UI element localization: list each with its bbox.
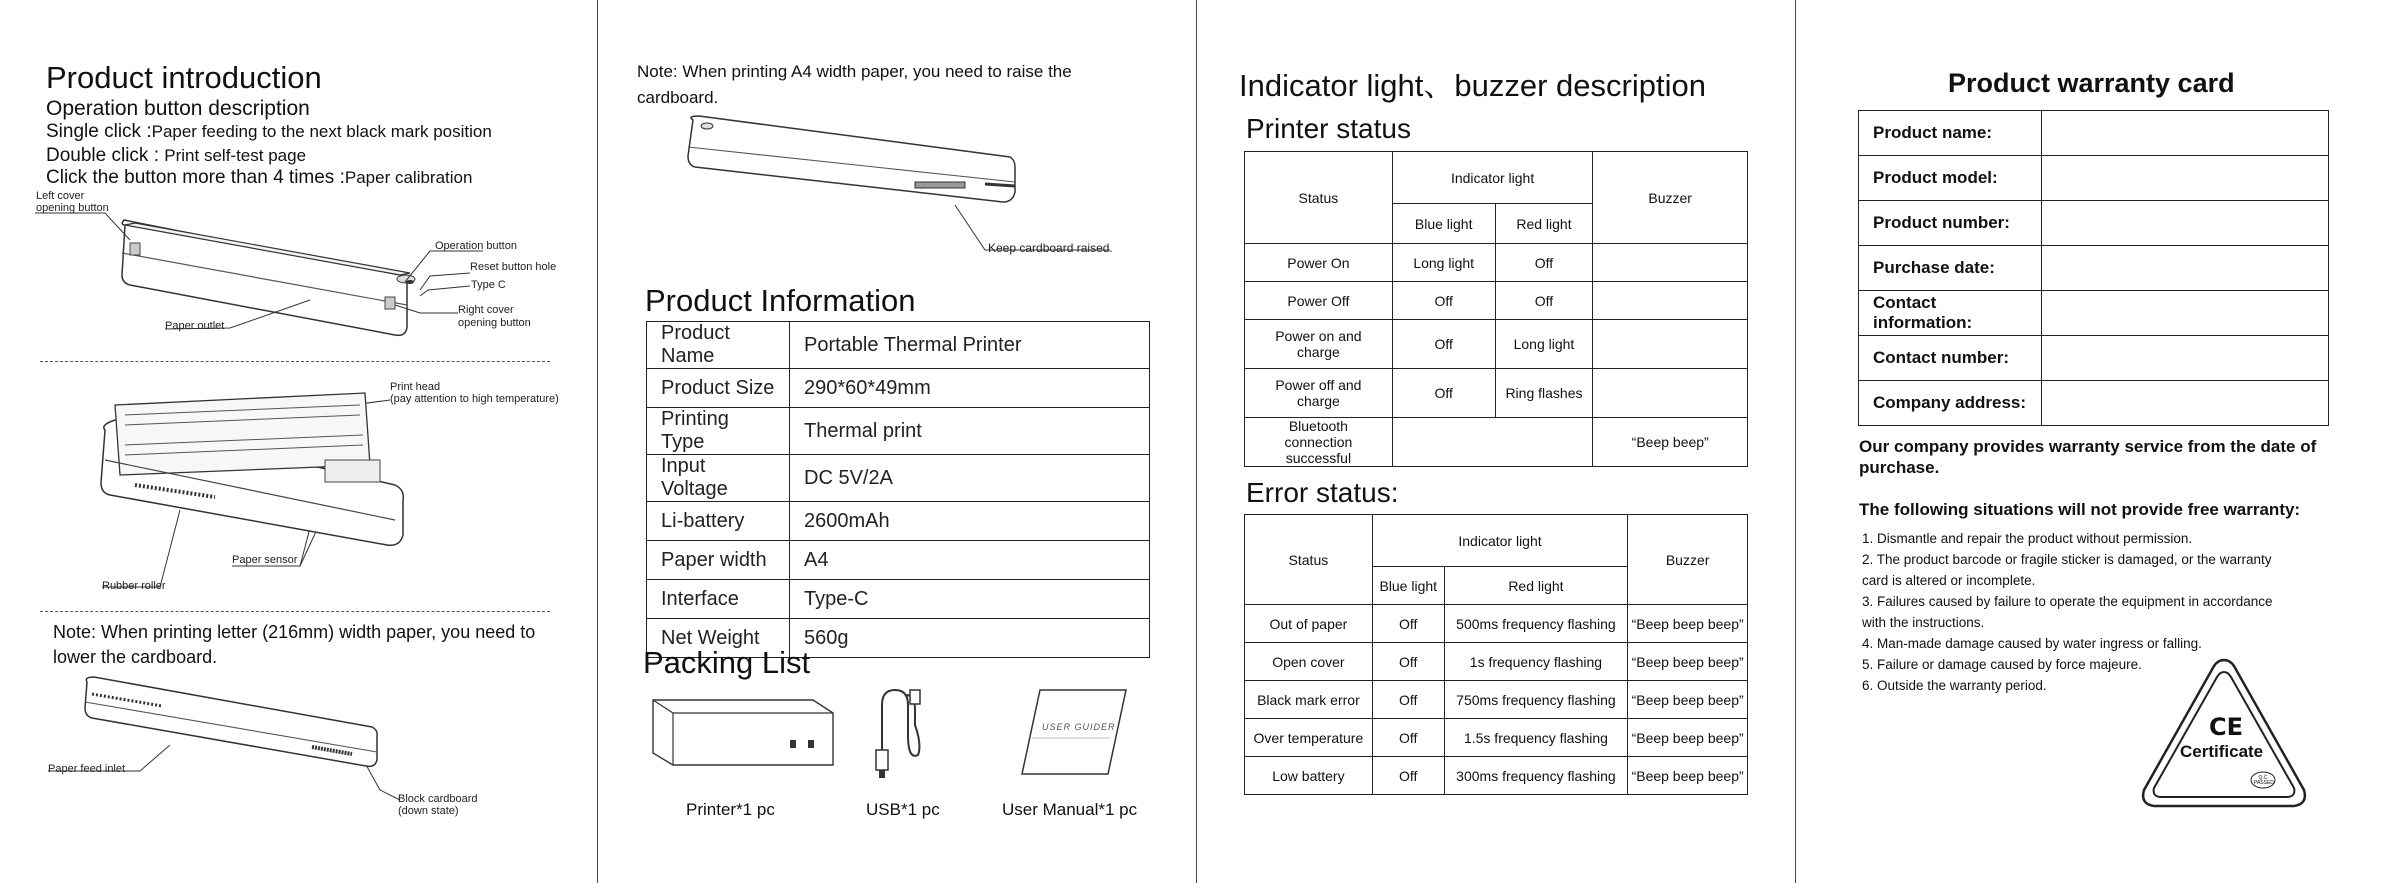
error-status-cell-blue: Off: [1372, 681, 1444, 719]
error-status-row: [1245, 719, 1748, 757]
product-info-row: [647, 455, 1150, 502]
error-status-cell-red: 500ms frequency flashing: [1444, 605, 1628, 643]
printer-status-cell-blue: Off: [1392, 320, 1495, 369]
warranty-field-row: [1859, 246, 2329, 291]
note-a4-line-2: cardboard.: [637, 88, 719, 107]
callout-rubber-roller: Rubber roller: [102, 580, 166, 592]
error-status-header-indicator: Indicator light: [1372, 515, 1627, 567]
note-letter-line-2: lower the cardboard.: [53, 647, 218, 667]
operation-button-subtitle: Operation button description: [46, 97, 310, 120]
printer-status-cell-buzzer: [1593, 282, 1748, 320]
printer-status-cell-buzzer: “Beep beep”: [1593, 418, 1748, 467]
warranty-statement: Our company provides warranty service from the date of purchase.: [1859, 437, 2317, 477]
printer-status-cell-blue: Long light: [1392, 244, 1495, 282]
warranty-field-label: Contact information:: [1859, 291, 2042, 336]
warranty-condition-line: card is altered or incomplete.: [1862, 573, 2036, 588]
note-a4-line-1: Note: When printing A4 width paper, you need to raise the: [637, 62, 1072, 81]
warranty-field-label: Company address:: [1859, 381, 2042, 426]
product-info-label: Interface: [647, 580, 790, 619]
callout-right-cover-1: Right cover: [458, 304, 514, 316]
error-status-row: [1245, 605, 1748, 643]
error-status-title: Error status:: [1246, 477, 1399, 508]
error-status-cell-buzzer: “Beep beep beep”: [1628, 681, 1748, 719]
warranty-field-label: Product name:: [1859, 111, 2042, 156]
warranty-field-row: [1859, 156, 2329, 201]
certificate-badge: [2138, 656, 2310, 810]
product-info-row: [647, 541, 1150, 580]
warranty-condition-line: with the instructions.: [1862, 615, 1985, 630]
product-introduction-title: Product introduction: [46, 60, 322, 95]
printer-status-cell-buzzer: [1593, 244, 1748, 282]
packing-manual-icon: [1022, 688, 1126, 776]
callout-print-head-1: Print head: [390, 381, 441, 393]
printer-status-cell-red: Long light: [1495, 320, 1593, 369]
error-status-row: [1245, 681, 1748, 719]
product-info-label: Printing Type: [647, 408, 790, 455]
product-info-row: [647, 369, 1150, 408]
warranty-field-row: [1859, 291, 2329, 336]
printer-status-cell-status: Power Off: [1245, 282, 1393, 320]
product-information-title: Product Information: [645, 283, 916, 318]
error-status-cell-status: Black mark error: [1245, 681, 1373, 719]
warranty-condition-line: 2. The product barcode or fragile sticker is damaged, or the warranty: [1862, 552, 2272, 567]
error-status-cell-blue: Off: [1372, 643, 1444, 681]
warranty-field-row: [1859, 111, 2329, 156]
long-press-text: Paper calibration: [344, 168, 473, 187]
printer-status-cell-red: Off: [1495, 282, 1593, 320]
warranty-field-row: [1859, 201, 2329, 246]
panel-divider-3: [1795, 0, 1796, 883]
error-status-cell-status: Over temperature: [1245, 719, 1373, 757]
product-info-label: Li-battery: [647, 502, 790, 541]
printer-status-table: [1244, 151, 1748, 467]
warranty-field-row: [1859, 381, 2329, 426]
callout-paper-outlet: Paper outlet: [165, 320, 225, 332]
product-info-label: Input Voltage: [647, 455, 790, 502]
warranty-field-value[interactable]: [2042, 156, 2329, 201]
printer-status-row: [1245, 418, 1748, 467]
printer-status-cell-buzzer: [1593, 320, 1748, 369]
warranty-field-value[interactable]: [2042, 336, 2329, 381]
note-letter-line-1: Note: When printing letter (216mm) width paper, you need to: [53, 622, 536, 642]
warranty-condition-line: 5. Failure or damage caused by force majeure.: [1862, 657, 2142, 672]
single-click-text: Paper feeding to the next black mark position: [151, 122, 492, 141]
long-press-label: Click the button more than 4 times :: [46, 167, 345, 188]
printer-status-cell-blue: Off: [1392, 369, 1495, 418]
packing-item-usb: USB*1 pc: [866, 800, 940, 819]
error-status-row: [1245, 643, 1748, 681]
warranty-fields-table: [1858, 110, 2329, 426]
error-status-header-blue: Blue light: [1372, 567, 1444, 605]
error-status-cell-status: Open cover: [1245, 643, 1373, 681]
callout-print-head-2: (pay attention to high temperature): [390, 393, 559, 405]
product-info-row: [647, 322, 1150, 369]
product-info-row: [647, 408, 1150, 455]
callout-reset-button: Reset button hole: [470, 261, 557, 273]
product-info-value: Thermal print: [790, 408, 1150, 455]
error-status-header-red: Red light: [1444, 567, 1628, 605]
warranty-field-value[interactable]: [2042, 201, 2329, 246]
product-info-label: Paper width: [647, 541, 790, 580]
printer-status-cell-status: Bluetooth connection successful: [1245, 418, 1393, 467]
printer-status-cell-buzzer: [1593, 369, 1748, 418]
printer-status-cell-red: Off: [1495, 244, 1593, 282]
printer-status-header-status: Status: [1245, 152, 1393, 244]
callout-left-cover-2: opening button: [36, 202, 109, 214]
callout-paper-feed-inlet: Paper feed inlet: [48, 763, 126, 775]
printer-status-header-buzzer: Buzzer: [1593, 152, 1748, 244]
certificate-label: Certificate: [2180, 742, 2264, 761]
printer-status-header-indicator: Indicator light: [1392, 152, 1593, 204]
printer-status-row: [1245, 320, 1748, 369]
warranty-field-label: Product number:: [1859, 201, 2042, 246]
warranty-field-label: Product model:: [1859, 156, 2042, 201]
error-status-cell-blue: Off: [1372, 757, 1444, 795]
printer-status-row: [1245, 282, 1748, 320]
double-click-label: Double click :: [46, 145, 159, 166]
callout-type-c: Type C: [471, 279, 506, 291]
warranty-condition-line: 3. Failures caused by failure to operate the equipment in accordance: [1862, 594, 2273, 609]
packing-list-title: Packing List: [643, 645, 811, 680]
warranty-field-row: [1859, 336, 2329, 381]
warranty-condition-line: 4. Man-made damage caused by water ingress or falling.: [1862, 636, 2202, 651]
product-info-value: A4: [790, 541, 1150, 580]
panel-divider-2: [1196, 0, 1197, 883]
product-info-value: 2600mAh: [790, 502, 1150, 541]
no-warranty-title: The following situations will not provide free warranty:: [1859, 500, 2301, 519]
packing-printer-icon: [648, 695, 838, 770]
product-info-value: 560g: [790, 619, 1150, 658]
error-status-cell-red: 1s frequency flashing: [1444, 643, 1628, 681]
single-click-label: Single click :: [46, 121, 152, 142]
product-info-row: [647, 502, 1150, 541]
printer-status-cell-status: Power On: [1245, 244, 1393, 282]
product-information-table: [646, 321, 1150, 658]
printer-status-row: [1245, 369, 1748, 418]
packing-item-manual: User Manual*1 pc: [1002, 800, 1138, 819]
error-status-cell-buzzer: “Beep beep beep”: [1628, 605, 1748, 643]
printer-status-cell-red: Ring flashes: [1495, 369, 1593, 418]
error-status-header-buzzer: Buzzer: [1628, 515, 1748, 605]
product-info-label: Net Weight: [647, 619, 790, 658]
error-status-row: [1245, 757, 1748, 795]
error-status-cell-blue: Off: [1372, 605, 1444, 643]
product-info-value: Type-C: [790, 580, 1150, 619]
ce-mark: CE: [2209, 713, 2244, 741]
product-info-value: Portable Thermal Printer: [790, 322, 1150, 369]
printer-status-cell-status: Power off and charge: [1245, 369, 1393, 418]
product-info-label: Product Name: [647, 322, 790, 369]
warranty-field-value[interactable]: [2042, 111, 2329, 156]
error-status-cell-red: 750ms frequency flashing: [1444, 681, 1628, 719]
printer-status-header-red: Red light: [1495, 204, 1593, 244]
product-info-row: [647, 580, 1150, 619]
error-status-cell-buzzer: “Beep beep beep”: [1628, 719, 1748, 757]
warranty-field-value[interactable]: [2042, 246, 2329, 291]
error-status-cell-status: Out of paper: [1245, 605, 1373, 643]
printer-status-cell-indicator: [1392, 418, 1593, 467]
error-status-cell-red: 1.5s frequency flashing: [1444, 719, 1628, 757]
error-status-table: [1244, 514, 1748, 795]
double-click-text: Print self-test page: [164, 146, 307, 165]
error-status-cell-buzzer: “Beep beep beep”: [1628, 643, 1748, 681]
callout-keep-raised: Keep cardboard raised.: [988, 241, 1113, 255]
callout-operation-button: Operation button: [435, 240, 517, 252]
warranty-field-value[interactable]: [2042, 291, 2329, 336]
callout-block-cardboard-2: (down state): [398, 805, 459, 817]
indicator-buzzer-title: Indicator light、buzzer description: [1239, 68, 1706, 103]
warranty-field-label: Contact number:: [1859, 336, 2042, 381]
printer-status-cell-blue: Off: [1392, 282, 1495, 320]
printer-status-title: Printer status: [1246, 113, 1411, 144]
callout-left-cover-1: Left cover: [36, 190, 85, 202]
qc-passed-mark: Q.C PASSED: [2254, 775, 2274, 786]
printer-status-header-blue: Blue light: [1392, 204, 1495, 244]
error-status-cell-buzzer: “Beep beep beep”: [1628, 757, 1748, 795]
warranty-card-title: Product warranty card: [1948, 68, 2235, 98]
printer-status-row: [1245, 244, 1748, 282]
error-status-cell-blue: Off: [1372, 719, 1444, 757]
printer-status-cell-status: Power on and charge: [1245, 320, 1393, 369]
packing-usb-cable-icon: [870, 685, 930, 785]
warranty-field-value[interactable]: [2042, 381, 2329, 426]
warranty-field-label: Purchase date:: [1859, 246, 2042, 291]
callout-paper-sensor: Paper sensor: [232, 554, 298, 566]
product-info-value: 290*60*49mm: [790, 369, 1150, 408]
packing-item-printer: Printer*1 pc: [686, 800, 775, 819]
manual-cover-text: USER GUIDER: [1042, 722, 1116, 732]
error-status-cell-red: 300ms frequency flashing: [1444, 757, 1628, 795]
error-status-cell-status: Low battery: [1245, 757, 1373, 795]
product-info-label: Product Size: [647, 369, 790, 408]
warranty-condition-line: 6. Outside the warranty period.: [1862, 678, 2047, 693]
product-info-value: DC 5V/2A: [790, 455, 1150, 502]
callout-right-cover-2: opening button: [458, 317, 531, 329]
callout-block-cardboard-1: Block cardboard: [398, 793, 478, 805]
warranty-condition-line: 1. Dismantle and repair the product without permission.: [1862, 531, 2193, 546]
error-status-header-status: Status: [1245, 515, 1373, 605]
